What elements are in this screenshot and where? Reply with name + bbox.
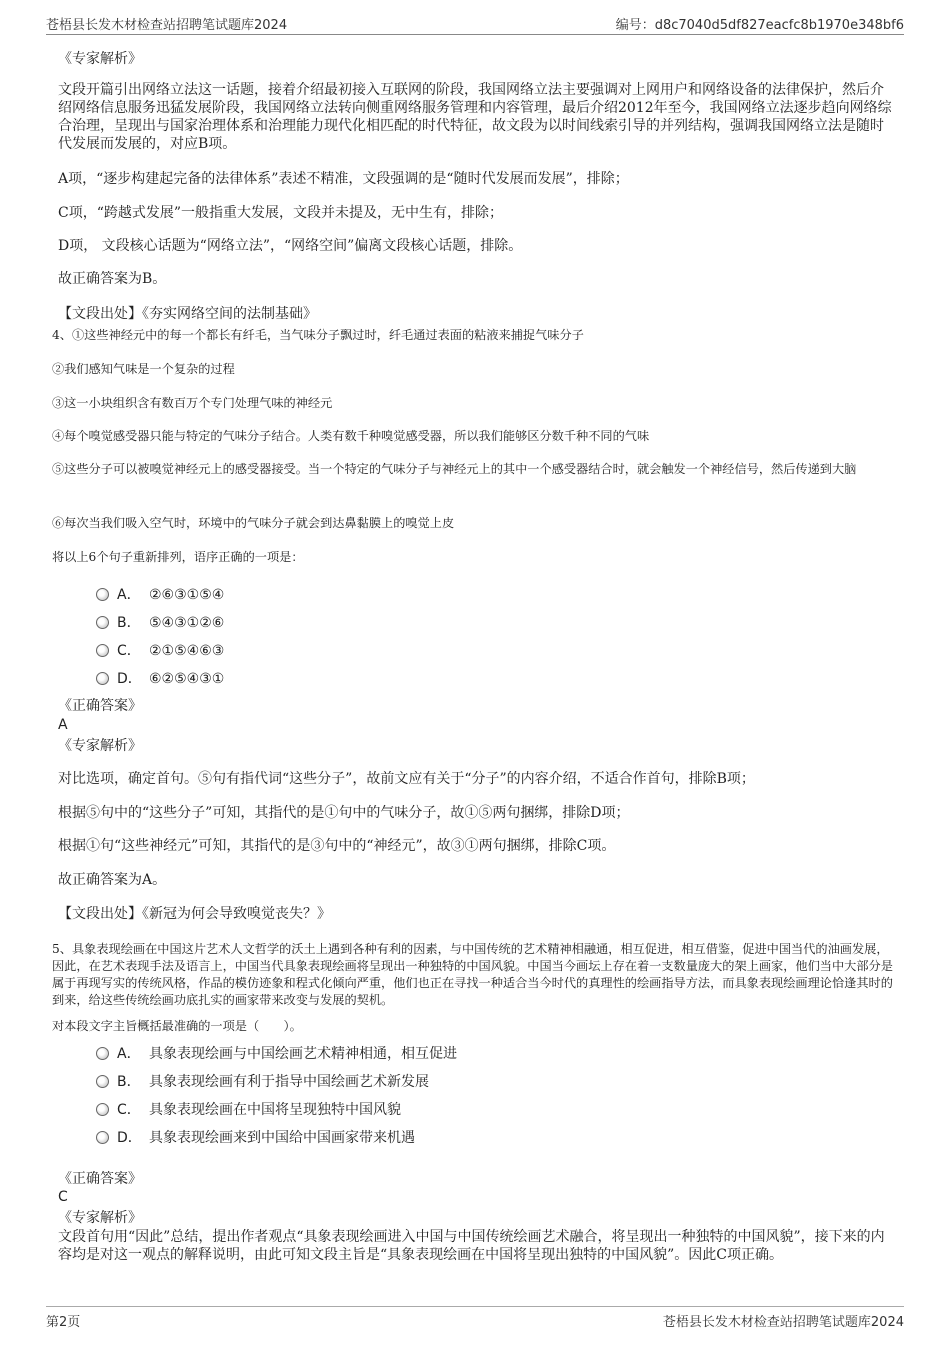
q4-sentence-5: ⑤这些分子可以被嗅觉神经元上的感受器接受。当一个特定的气味分子与神经元上的其中一个感受器结合时，就会触发一个神经信号，然后传递到大脑	[52, 462, 857, 476]
option-text: ⑤④③①②⑥	[149, 615, 225, 631]
q4-sentence-3: ③这一小块组织含有数百万个专门处理气味的神经元	[52, 396, 333, 410]
option-letter: A．	[117, 1046, 141, 1062]
radio-icon[interactable]	[96, 616, 109, 629]
q5-expert-heading: 《专家解析》	[58, 1210, 142, 1226]
footer-title: 苍梧县长发木材检查站招聘笔试题库2024	[662, 1315, 904, 1330]
radio-icon[interactable]	[96, 1047, 109, 1060]
option-letter: D．	[117, 671, 142, 687]
option-letter: C．	[117, 643, 141, 659]
q4-option-b[interactable]	[96, 612, 224, 632]
option-letter: B．	[117, 1074, 141, 1090]
option-letter: D．	[117, 1130, 142, 1146]
q4-source: 【文段出处】《新冠为何会导致嗅觉丧失？》	[58, 906, 331, 922]
q4-sentence-6: ⑥每次当我们吸入空气时，环境中的气味分子就会到达鼻黏膜上的嗅觉上皮	[52, 516, 455, 530]
q5-answer-heading: 《正确答案》	[58, 1171, 142, 1187]
radio-icon[interactable]	[96, 644, 109, 657]
q3-source: 【文段出处】《夯实网络空间的法制基础》	[58, 306, 317, 322]
radio-icon[interactable]	[96, 1075, 109, 1088]
q4-analysis-3: 根据①句“这些神经元”可知，其指代的是③句中的“神经元”，故③①两句捆绑，排除C项。	[58, 838, 616, 854]
option-text: ②①⑤④⑥③	[149, 643, 225, 659]
option-text: 具象表现绘画来到中国给中国画家带来机遇	[149, 1130, 415, 1146]
radio-icon[interactable]	[96, 672, 109, 685]
option-text: 具象表现绘画在中国将呈现独特中国风貌	[149, 1102, 401, 1118]
header-code: 编号：d8c7040d5df827eacfc8b1970e348bf6	[615, 18, 904, 33]
option-text: 具象表现绘画有利于指导中国绘画艺术新发展	[149, 1074, 429, 1090]
option-text: ②⑥③①⑤④	[149, 587, 225, 603]
q5-answer: C	[58, 1189, 68, 1205]
q3-conclusion: 故正确答案为B。	[58, 271, 167, 287]
q5-option-b[interactable]	[96, 1071, 429, 1091]
q4-analysis-2: 根据⑤句中的“这些分子”可知，其指代的是①句中的气味分子，故①⑤两句捆绑，排除D项；	[58, 805, 630, 821]
radio-icon[interactable]	[96, 1131, 109, 1144]
header-title: 苍梧县长发木材检查站招聘笔试题库2024	[46, 18, 288, 33]
option-letter: C．	[117, 1102, 141, 1118]
q4-sentence-4: ④每个嗅觉感受器只能与特定的气味分子结合。人类有数千种嗅觉感受器，所以我们能够区分数千种不同的气味	[52, 429, 650, 443]
q4-analysis-1: 对比选项，确定首句。⑤句有指代词“这些分子”，故前文应有关于“分子”的内容介绍，不适合作首句，排除B项；	[58, 771, 755, 787]
option-text: 具象表现绘画与中国绘画艺术精神相通，相互促进	[149, 1046, 457, 1062]
q3-expert-heading: 《专家解析》	[58, 51, 142, 67]
footer-divider	[46, 1306, 904, 1307]
q3-option-c-analysis: C项，“跨越式发展”一般指重大发展，文段并未提及，无中生有，排除；	[58, 205, 504, 221]
q5-passage: 5、具象表现绘画在中国这片艺术人文哲学的沃土上遇到各种有利的因素，与中国传统的艺术精神相融通，相互促进，相互借鉴，促进中国当代的油画发展，因此，在艺术表现手法及语言上，中国当代具象表现绘画将呈现出一种独特的中国风貌。中国当今画坛上存在着一支数量庞大的架上画家，他们当中大部分是属于再现写实的传统风格，作品的模仿迹象和程式化倾向严重，他们也正在寻找一种适合当今时代的真理性的绘画指导方法，而具象表现绘画理论恰逢其时的到来，给这些传统绘画功底扎实的画家带来改变与发展的契机。	[52, 942, 893, 1007]
header-divider	[46, 34, 904, 35]
q3-option-a-analysis: A项，“逐步构建起完备的法律体系”表述不精准，文段强调的是“随时代发展而发展”，排除；	[58, 171, 629, 187]
q4-conclusion: 故正确答案为A。	[58, 872, 167, 888]
q5-analysis: 文段首句用“因此”总结，提出作者观点“具象表现绘画进入中国与中国传统绘画艺术融合，将呈现出一种独特的中国风貌”，接下来的内容均是对这一观点的解释说明，由此可知文段主旨是“具象表现绘画在中国将呈现出独特的中国风貌”。因此C项正确。	[58, 1229, 885, 1263]
q3-option-d-analysis: D项， 文段核心话题为“网络立法”，“网络空间”偏离文段核心话题，排除。	[58, 238, 523, 254]
radio-icon[interactable]	[96, 588, 109, 601]
option-text: ⑥②⑤④③①	[149, 671, 225, 687]
q5-option-d[interactable]	[96, 1127, 415, 1147]
radio-icon[interactable]	[96, 1103, 109, 1116]
q5-question: 对本段文字主旨概括最准确的一项是（ ）。	[52, 1019, 302, 1033]
q4-option-d[interactable]	[96, 668, 224, 688]
q4-answer-heading: 《正确答案》	[58, 698, 142, 714]
q5-option-a[interactable]	[96, 1043, 457, 1063]
q4-expert-heading: 《专家解析》	[58, 738, 142, 754]
q4-option-a[interactable]	[96, 584, 224, 604]
q5-option-c[interactable]	[96, 1099, 401, 1119]
q4-question: 将以上6个句子重新排列，语序正确的一项是：	[52, 550, 304, 564]
page-number: 第2页	[46, 1315, 81, 1330]
q4-option-c[interactable]	[96, 640, 224, 660]
q4-sentence-1: 4、①这些神经元中的每一个都长有纤毛，当气味分子飘过时，纤毛通过表面的粘液来捕捉气味分子	[52, 328, 584, 342]
q3-analysis: 文段开篇引出网络立法这一话题，接着介绍最初接入互联网的阶段，我国网络立法主要强调对上网用户和网络设备的法律保护，然后介绍网络信息服务迅猛发展阶段，我国网络立法转向侧重网络服务管理和内容管理，最后介绍2012年至今，我国网络立法逐步趋向网络综合治理，呈现出与国家治理体系和治理能力现代化相匹配的时代特征，故文段为以时间线索引导的并列结构，强调我国网络立法是随时代发展而发展的，对应B项。	[58, 82, 892, 152]
q4-sentence-2: ②我们感知气味是一个复杂的过程	[52, 362, 235, 376]
q4-answer: A	[58, 717, 68, 733]
option-letter: A．	[117, 587, 141, 603]
option-letter: B．	[117, 615, 141, 631]
